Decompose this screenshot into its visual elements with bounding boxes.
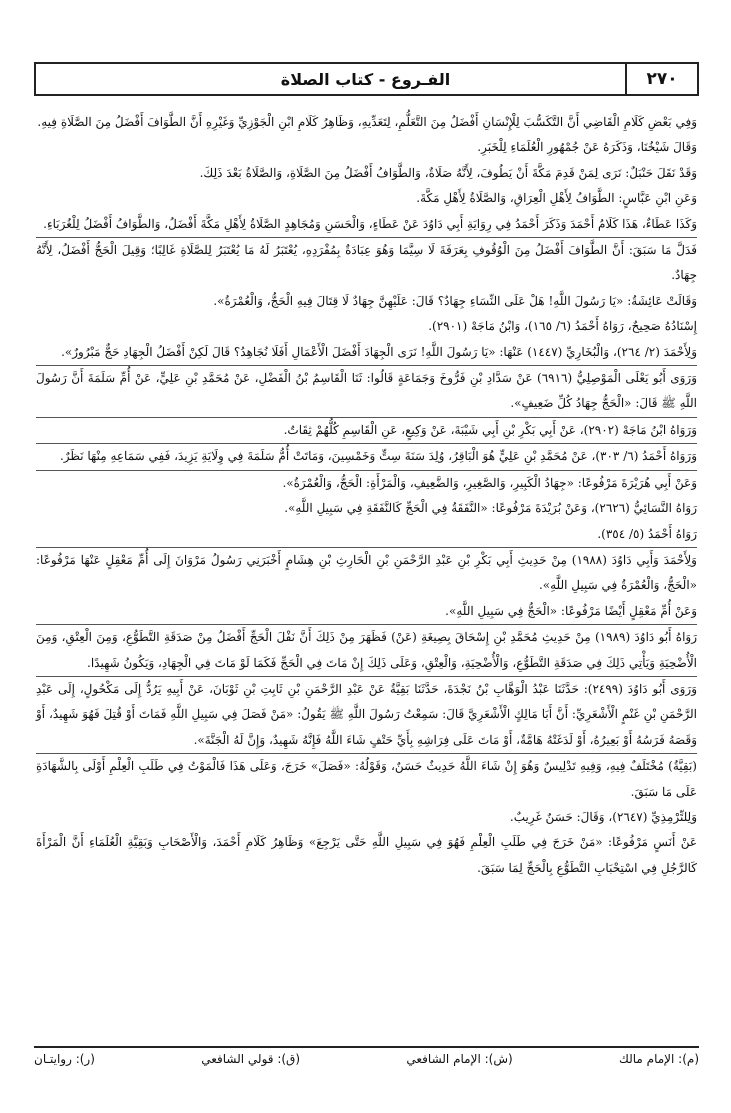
legend-item-malik: (م): الإمام مالك (618, 1052, 699, 1066)
paragraph: فَدَلَّ مَا سَبَقَ: أَنَّ الطَّوَافَ أَفْضَلُ مِنَ الْوُقُوفِ بِعَرَفَةَ لَا سِيَّمَا وَهُوَ عِبَادَةٌ بِمُفْرَدِهِ، يُعْتَبَرُ لَهُ مَا يُعْتَبَرُ لِلصَّلَاةِ غَالِبًا؛ وَقِيلَ الْحَجُّ أَفْضَلُ، لِأَنَّهُ جِهَادٌ. (36, 243, 697, 283)
paragraph: وَرَوَى أَبُو يَعْلَى الْمَوْصِلِيُّ (٦٩١٦) عَنْ سَدَّادِ بْنِ فَرُّوخَ وَجَمَاعَةٍ قَالُوا: ثَنَا الْقَاسِمُ بْنُ الْفَضْلِ، عَنْ مُحَمَّدِ بْنِ عَلِيٍّ، عَنْ أُمِّ سَلَمَةَ أَنَّ رَسُولَ اللَّهِ ﷺ قَالَ: «الْحَجُّ جِهَادُ كُلِّ ضَعِيفٍ». (36, 371, 698, 411)
footer-legend (34, 1052, 699, 1076)
paragraph: وَقَالَتْ عَائِشَةُ: «يَا رَسُولَ اللَّهِ! هَلْ عَلَى النِّسَاءِ جِهَادٌ؟ قَالَ: عَلَيْهِنَّ جِهَادٌ لَا قِتَالَ فِيهِ الْحَجُّ، وَالْعُمْرَةُ». (213, 293, 697, 308)
paragraph: وَرَوَى أَبُو دَاوُدَ (٢٤٩٩): حَدَّثَنَا عَبْدُ الْوَهَّابِ بْنُ نَجْدَةَ، حَدَّثَنَا بَقِيَّةُ عَنْ عَبْدِ الرَّحْمَنِ بْنِ ثَابِتِ بْنِ ثَوْبَانَ، عَنْ أَبِيهِ يَرُدُّ إِلَى مَكْحُولٍ، إِلَى عَبْدِ الرَّحْمَنِ بْنِ غَنْمٍ الْأَشْعَرِيِّ: أَنَّ أَبَا مَالِكٍ الْأَشْعَرِيَّ قَالَ: سَمِعْتُ رَسُولَ اللَّهِ ﷺ يَقُولُ: «مَنْ فَصَلَ فِي سَبِيلِ اللَّهِ فَمَاتَ أَوْ قُتِلَ فَهُوَ شَهِيدٌ، أَوْ وَقَصَهُ فَرَسُهُ أَوْ بَعِيرُهُ، أَوْ لَدَغَتْهُ هَامَّةٌ، أَوْ مَاتَ عَلَى فِرَاشِهِ بِأَيِّ حَتْفٍ شَاءَ اللَّهُ فَإِنَّهُ شَهِيدٌ، وَإِنَّ لَهُ الْجَنَّةَ». (36, 681, 698, 747)
paragraph: إِسْنَادُهُ صَحِيحٌ، رَوَاهُ أَحْمَدُ (٦/ ١٦٥)، وَابْنُ مَاجَهْ (٢٩٠١). (428, 319, 697, 334)
paragraph: وَعَنْ أُمِّ مَعْقِلٍ أَيْضًا مَرْفُوعًا: «الْحَجُّ فِي سَبِيلِ اللَّهِ». (445, 603, 697, 618)
paragraph: وَفِي بَعْضِ كَلَامِ الْقَاضِي أَنَّ التَّكَسُّبَ لِلْإِنْسَانِ أَفْضَلُ مِنَ التَّعَلُّمِ، لِتَعَدِّيهِ، وَظَاهِرُ كَلَامِ ابْنِ الْجَوْزِيِّ وَغَيْرِهِ أَنَّ الطَّوَافَ أَفْضَلُ مِنَ الصَّلَاةِ فِيهِ. (37, 115, 697, 129)
paragraph: وَعَنِ ابْنِ عَبَّاسٍ: الطَّوَافُ لِأَهْلِ الْعِرَاقِ، وَالصَّلَاةُ لِأَهْلِ مَكَّةَ. (416, 191, 697, 206)
paragraph: وَلِأَحْمَدَ (٢/ ٢٦٤)، وَالْبُخَارِيِّ (١٤٤٧) عَنْهَا: «يَا رَسُولَ اللَّهِ! نَرَى الْجِهَادَ أَفْضَلَ الْأَعْمَالِ أَفَلَا نُجَاهِدُ؟ قَالَ لَكِنْ أَفْضَلُ الْجِهَادِ حَجٌّ مَبْرُورٌ». (61, 344, 697, 359)
paragraph: (بَقِيَّةُ) مُخْتَلَفٌ فِيهِ، وَفِيهِ تَدْلِيسٌ وَهُوَ إِنْ شَاءَ اللَّهُ حَدِيثٌ حَسَنٌ، وَقَوْلُهُ: «فَصَلَ» خَرَجَ، وَعَلَى هَذَا فَالْمَوْتُ فِي طَلَبِ الْعِلْمِ أَوْلَى بِالشَّهَادَةِ عَلَى مَا سَبَقَ. (36, 759, 697, 799)
paragraph: وَلِلتِّرْمِذِيِّ (٢٦٤٧)، وَقَالَ: حَسَنٌ غَرِيبٌ. (509, 809, 697, 824)
running-title: الفـروع - كتاب الصلاة (280, 69, 451, 89)
paragraph: وَعَنْ أَبِي هُرَيْرَةَ مَرْفُوعًا: «جِهَادُ الْكَبِيرِ، وَالصَّغِيرِ، وَالضَّعِيفِ، وَالْمَرْأَةِ: الْحَجُّ، وَالْعُمْرَةُ». (282, 475, 697, 490)
paragraph: وَقَدْ نَقَلَ حَنْبَلٌ: نَرَى لِمَنْ قَدِمَ مَكَّةَ أَنْ يَطُوفَ، لِأَنَّهُ صَلَاةٌ، وَالطَّوَافُ أَفْضَلُ مِنَ الصَّلَاةِ، وَالصَّلَاةُ بَعْدَ ذَلِكَ. (199, 165, 697, 180)
paragraph: وَرَوَاهُ أَحْمَدُ (٦/ ٣٠٣)، عَنْ مُحَمَّدِ بْنِ عَلِيٍّ هُوَ الْبَاقِرُ، وُلِدَ سَنَةَ سِتٍّ وَخَمْسِينَ، وَمَاتَتْ أُمُّ سَلَمَةَ فِي وِلَايَةِ يَزِيدَ، فَفِي سَمَاعِهِ مِنْهَا نَظَرٌ. (59, 449, 697, 464)
paragraph: رَوَاهُ أَحْمَدُ (٥/ ٣٥٤). (597, 526, 697, 541)
main-text (36, 110, 697, 881)
legend-item-two-narrations: (ر): روايتـان (34, 1052, 95, 1066)
paragraph: رَوَاهُ أَبُو دَاوُدَ (١٩٨٩) مِنْ حَدِيثِ مُحَمَّدِ بْنِ إِسْحَاقَ بِصِيغَةِ (عَنْ) فَظَهَرَ مِنْ ذَلِكَ أَنَّ نَفْلَ الْحَجِّ أَفْضَلُ مِنْ صَدَقَةِ التَّطَوُّعِ، وَمِنَ الْعِتْقِ، وَمِنَ الْأُضْحِيَةِ وَيَأْتِي ذَلِكَ فِي صَدَقَةِ التَّطَوُّعِ، وَالْأُضْحِيَةِ، وَالْعِتْقِ، وَعَلَى ذَلِكَ إِنْ مَاتَ فِي الْحَجِّ فَكَمَا لَوْ مَاتَ فِي الْجِهَادِ، وَيَكُونُ شَهِيدًا. (36, 630, 697, 670)
paragraph: رَوَاهُ النَّسَائِيُّ (٢٦٢٦)، وَعَنْ بُرَيْدَةَ مَرْفُوعًا: «النَّفَقَةُ فِي الْحَجِّ كَالنَّفَقَةِ فِي سَبِيلِ اللَّهِ». (284, 501, 697, 516)
legend-item-shafii: (ش): الإمام الشافعي (406, 1052, 513, 1066)
page-header (34, 62, 699, 96)
page-number: ٢٧٠ (625, 64, 697, 94)
paragraph: وَلِأَحْمَدَ وَأَبِي دَاوُدَ (١٩٨٨) مِنْ حَدِيثِ أَبِي بَكْرِ بْنِ عَبْدِ الرَّحْمَنِ بْنِ الْحَارِثِ بْنِ هِشَامٍ أَخْبَرَنِي رَسُولُ مَرْوَانَ إِلَى أُمِّ مَعْقِلٍ عَنْهَا مَرْفُوعًا: «الْحَجُّ، وَالْعُمْرَةُ فِي سَبِيلِ اللَّهِ». (36, 552, 697, 593)
paragraph: وَقَالَ شَيْخُنَا، وَذَكَرَهُ عَنْ جُمْهُورِ الْعُلَمَاءِ لِلْخَبَرِ. (477, 140, 697, 155)
paragraph: عَنْ أَنَسٍ مَرْفُوعًا: «مَنْ خَرَجَ فِي طَلَبِ الْعِلْمِ فَهُوَ فِي سَبِيلِ اللَّهِ حَتَّى يَرْجِعَ» وَظَاهِرُ كَلَامِ أَحْمَدَ، وَالْأَصْحَابِ وَبَقِيَّةِ الْعُلَمَاءِ أَنَّ الْمَرْأَةَ كَالرَّجُلِ فِي اسْتِحْبَابِ التَّطَوُّعِ بِالْحَجِّ لِمَا سَبَقَ. (36, 835, 697, 875)
footer-divider (34, 1046, 699, 1048)
paragraph: وَكَذَا عَطَاءٌ، هَذَا كَلَامُ أَحْمَدَ وَذَكَرَ أَحْمَدُ فِي رِوَايَةِ أَبِي دَاوُدَ عَنْ عَطَاءٍ، وَالْحَسَنِ وَمُجَاهِدٍ الصَّلَاةُ لِأَهْلِ مَكَّةَ أَفْضَلُ، وَالطَّوَافُ أَفْضَلُ لِلْغُرَبَاءِ. (43, 216, 697, 231)
paragraph: وَرَوَاهُ ابْنُ مَاجَهْ (٢٩٠٢)، عَنْ أَبِي بَكْرِ بْنِ أَبِي شَيْبَةَ، عَنْ وَكِيعٍ، عَنِ الْقَاسِمِ كُلُّهُمْ ثِقَاتٌ. (283, 422, 697, 437)
legend-item-shafii-views: (ق): قولي الشافعي (201, 1052, 301, 1066)
